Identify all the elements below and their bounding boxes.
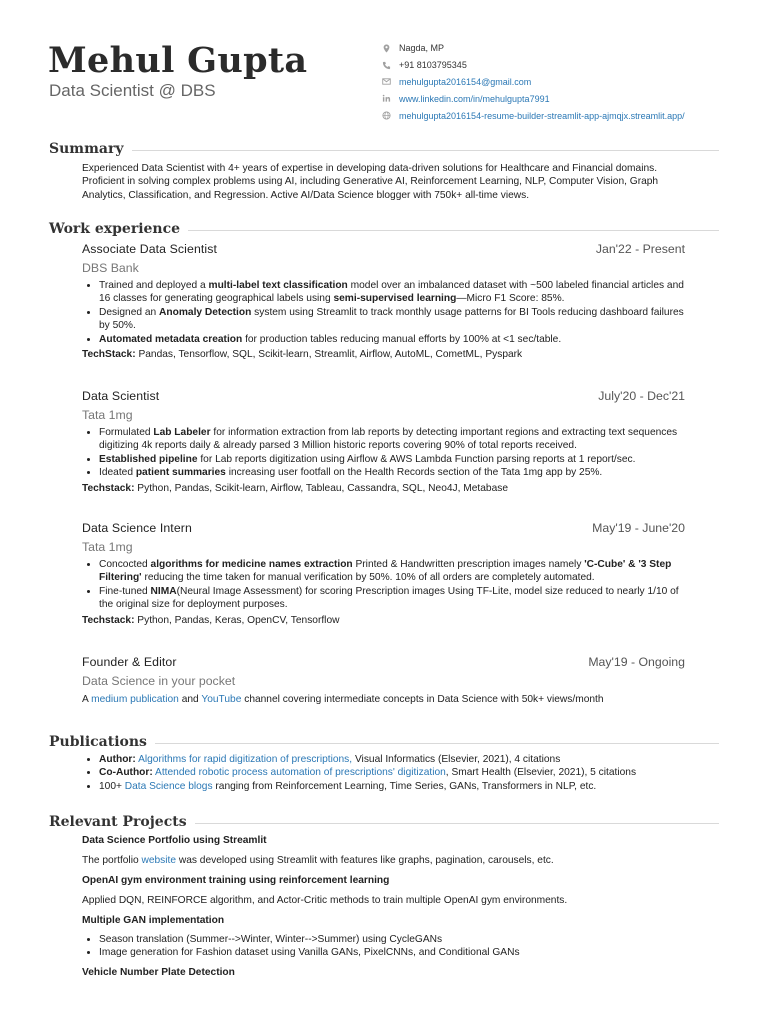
bold-text: NIMA <box>150 585 177 597</box>
contact-link[interactable]: mehulgupta2016154-resume-builder-streamlit-app-ajmqjx.streamlit.app/ <box>399 110 685 121</box>
tech-stack-label: TechStack: <box>82 349 136 361</box>
location-pin-icon <box>382 44 399 53</box>
role-dates: May'19 - June'20 <box>592 521 685 535</box>
role-dates: July'20 - Dec'21 <box>598 389 685 403</box>
role-title: Data Science Intern <box>82 521 192 535</box>
text-segment: increasing user footfall on the Health Records section of the Tata 1mg app by 25%. <box>225 467 603 479</box>
text-segment: reducing the time taken for manual verification by 50%. 10% of all orders are completely automated. <box>141 572 595 584</box>
publication-item <box>99 753 685 766</box>
achievement-item <box>99 466 685 479</box>
project-bullet <box>99 933 685 946</box>
bold-text: Lab Labeler <box>153 427 211 438</box>
phone-icon <box>382 61 399 70</box>
bold-text: multi-label text classification <box>208 280 348 291</box>
achievement-list <box>82 426 685 480</box>
project-description <box>82 894 685 907</box>
founder-entry <box>49 655 719 706</box>
tech-stack-label: Techstack: <box>82 614 135 626</box>
text-segment: Applied DQN, REINFORCE algorithm, and Actor-Critic methods to train multiple OpenAI gym environments. <box>82 895 568 907</box>
publication-item <box>99 766 685 779</box>
section-divider <box>195 823 719 824</box>
projects-section <box>49 814 719 979</box>
bold-text: patient summaries <box>135 467 226 479</box>
publication-item <box>99 780 685 793</box>
achievement-list <box>82 558 685 612</box>
text-segment: Visual Informatics (Elsevier, 2021), 4 citations <box>352 754 561 765</box>
project-title: Multiple GAN implementation <box>82 914 225 926</box>
text-segment: Formulated <box>99 427 154 438</box>
section-divider <box>188 230 719 231</box>
inline-link[interactable]: Algorithms for rapid digitization of prescriptions, <box>138 754 353 765</box>
text-segment: and <box>178 694 202 705</box>
contact-list <box>382 40 685 124</box>
text-segment: Fine-tuned <box>99 585 151 597</box>
section-heading: Relevant Projects <box>49 814 187 830</box>
contact-link[interactable]: mehulgupta2016154@gmail.com <box>399 76 532 87</box>
role-title: Associate Data Scientist <box>82 242 217 256</box>
text-segment: for Lab reports digitization using Airflow & AWS Lambda Function parsing reports at 1 report/sec. <box>197 453 636 465</box>
contact-row[interactable] <box>382 74 685 91</box>
role-dates: Jan'22 - Present <box>595 242 685 256</box>
section-heading: Summary <box>49 141 124 157</box>
tech-stack <box>82 614 685 627</box>
project-bullet-list <box>82 933 685 960</box>
contact-row <box>382 40 685 57</box>
mail-icon <box>382 77 399 86</box>
section-divider <box>155 743 719 744</box>
bold-text: Automated metadata creation <box>99 333 243 345</box>
bold-text: Anomaly Detection <box>159 306 252 318</box>
bold-text: semi-supervised learning <box>333 293 457 305</box>
text-segment: Ideated <box>99 467 136 479</box>
role-title: Founder & Editor <box>82 655 177 669</box>
inline-link[interactable]: Attended robotic process automation of prescriptions' digitization <box>155 767 446 779</box>
job-title-subtitle: Data Scientist @ DBS <box>49 81 216 100</box>
text-segment: Trained and deployed a <box>99 280 209 291</box>
text-segment: 100+ <box>99 780 125 792</box>
tech-stack <box>82 482 685 495</box>
contact-text: Nagda, MP <box>399 43 445 54</box>
contact-row[interactable] <box>382 107 685 124</box>
achievement-item <box>99 585 685 612</box>
tech-stack <box>82 348 685 361</box>
publication-list <box>82 753 685 793</box>
bold-text: Co-Author: <box>99 767 153 779</box>
achievement-item <box>99 453 685 466</box>
project-list <box>82 834 685 979</box>
project-title: Vehicle Number Plate Detection <box>82 966 235 978</box>
bold-text: Author: <box>99 754 136 765</box>
job-entry <box>49 521 719 627</box>
text-segment: A <box>82 694 92 705</box>
project-bullet <box>99 946 685 959</box>
text-segment: Season translation (Summer-->Winter, Winter-->Summer) using CycleGANs <box>99 934 443 946</box>
tech-stack-value: Python, Pandas, Scikit-learn, Airflow, Tableau, Cassandra, SQL, Neo4J, Metabase <box>134 482 509 494</box>
text-segment: system using Streamlit to track monthly usage patterns for BI Tools reducing dashboard failures by 50%. <box>99 306 684 332</box>
bold-text: 'C-Cube' & '3 Step Filtering' <box>99 559 672 584</box>
inline-link[interactable]: Data Science blogs <box>124 780 213 792</box>
role-dates: May'19 - Ongoing <box>588 655 685 669</box>
text-segment: , Smart Health (Elsevier, 2021), 5 citations <box>445 767 637 779</box>
text-segment: was developed using Streamlit with features like graphs, pagination, carousels, etc. <box>176 855 554 867</box>
bold-text: Established pipeline <box>99 453 198 465</box>
candidate-name: Mehul Gupta <box>48 40 308 81</box>
work-section <box>49 221 719 237</box>
achievement-list <box>82 279 685 346</box>
achievement-item <box>99 333 685 346</box>
contact-row[interactable] <box>382 90 685 107</box>
text-segment: Image generation for Fashion dataset using Vanilla GANs, PixelCNNs, and Conditional GANs <box>99 947 520 959</box>
contact-link[interactable]: www.linkedin.com/in/mehulgupta7991 <box>399 93 550 104</box>
text-segment: channel covering intermediate concepts in Data Science with 50k+ views/month <box>241 694 604 705</box>
project-description <box>82 854 685 867</box>
bold-text: algorithms for medicine names extraction <box>150 559 353 570</box>
text-segment: Concocted <box>99 559 151 570</box>
role-title: Data Scientist <box>82 389 160 403</box>
project-title: Data Science Portfolio using Streamlit <box>82 835 267 846</box>
globe-icon <box>382 111 399 120</box>
text-segment: model over an imbalanced dataset with ~500 labeled financial articles and 16 classes for generating geographical labels using <box>99 280 684 305</box>
text-segment: The portfolio <box>82 855 142 867</box>
tech-stack-value: Pandas, Tensorflow, SQL, Scikit-learn, Streamlit, Airflow, AutoML, CometML, Pyspark <box>135 349 523 361</box>
founder-description <box>82 693 685 706</box>
section-divider <box>132 150 720 151</box>
text-segment: Printed & Handwritten prescription images namely <box>352 559 585 570</box>
summary-section <box>49 141 719 202</box>
text-segment: (Neural Image Assessment) for scoring Prescription images Using TF-Lite, model size reduced to nearly 1/10 of the original size for deployment purposes. <box>99 585 679 611</box>
inline-link[interactable]: YouTube <box>201 694 242 705</box>
organization-name: Data Science in your pocket <box>82 674 236 688</box>
company-name: DBS Bank <box>82 261 139 275</box>
tech-stack-value: Python, Pandas, Keras, OpenCV, Tensorflow <box>134 614 340 626</box>
contact-row <box>382 57 685 74</box>
section-heading: Publications <box>49 734 147 750</box>
company-name: Tata 1mg <box>82 408 133 422</box>
text-segment: for information extraction from lab reports by detecting important regions and extracting text sequences digitizing 4k reports daily & already parsed 3 Million historic reports covering 90% of total reports received. <box>99 427 678 452</box>
inline-link[interactable]: medium publication <box>91 694 179 705</box>
summary-text: Experienced Data Scientist with 4+ years of expertise in developing data-driven solutions for Healthcare and Financial domains. Proficient in solving complex problems using AI, including Generative AI, Reinforcement Learning, NLP, Computer Vision, Graph Analytics, Classification, and Regression. Active AI/Data Science blogger with 750k+ all-time views. <box>82 163 659 201</box>
publications-section <box>49 734 719 793</box>
achievement-item <box>99 426 685 453</box>
job-entry <box>49 242 719 361</box>
linkedin-icon <box>382 94 399 103</box>
achievement-item <box>99 279 685 306</box>
section-heading: Work experience <box>49 221 181 237</box>
text-segment: ranging from Reinforcement Learning, Time Series, GANs, Transformers in NLP, etc. <box>212 780 597 792</box>
text-segment: —Micro F1 Score: 85%. <box>456 293 565 305</box>
company-name: Tata 1mg <box>82 540 133 554</box>
tech-stack-label: Techstack: <box>82 482 135 494</box>
project-title: OpenAI gym environment training using reinforcement learning <box>82 874 390 886</box>
text-segment: for production tables reducing manual efforts by 100% at <1 sec/table. <box>242 333 562 345</box>
contact-text: +91 8103795345 <box>399 60 467 71</box>
achievement-item <box>99 558 685 585</box>
job-entry <box>49 389 719 495</box>
achievement-item <box>99 306 685 333</box>
inline-link[interactable]: website <box>141 855 177 867</box>
text-segment: Designed an <box>99 306 160 318</box>
